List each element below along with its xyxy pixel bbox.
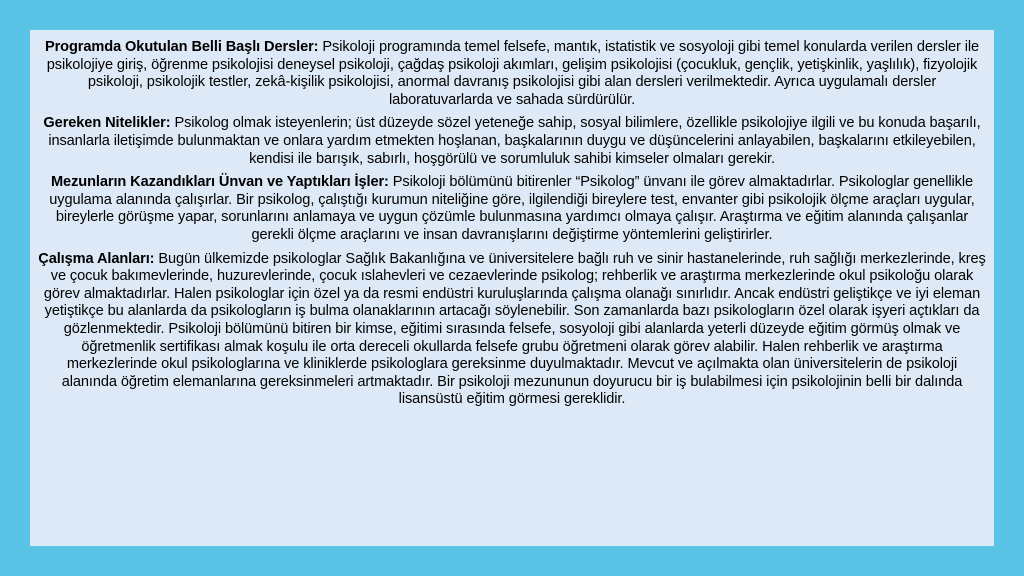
section-heading: Programda Okutulan Belli Başlı Dersler: — [44, 39, 319, 55]
content-panel — [30, 30, 994, 546]
section-titles-and-jobs — [38, 174, 986, 244]
section-body: Bugün ülkemizde psikologlar Sağlık Bakanlığına ve üniversitelere bağlı ruh ve sinir hastanelerinde, ruh sağlığı merkezlerinde, kreş ve çocuk bakımevlerinde, huzurevlerinde, çocuk ıslahevleri ve cezaevlerinde psikolog; rehberlik ve araştırma merkezlerinde okul psikoloğu olarak görev almaktadırlar. Halen psikologlar için özel ya da resmi endüstri kuruluşlarında çalışma olanağı sınırlıdır. Ancak endüstri geliştikçe ve iyi eleman yetiştikçe bu alanlarda da psikologların iş bulma olanaklarının artacağı söylenebilir. Son zamanlarda bazı psikologların özel olarak işyeri açtıkları da gözlenmektedir. Psikoloji bölümünü bitiren bir kimse, eğitimi sırasında felsefe, sosyoloji gibi alanlarda yeterli düzeyde eğitim görmüş olmak ve öğretmenlik sertifikası almak koşulu ile orta dereceli okullarda felsefe grubu öğretmeni olarak görev alabilir. Halen rehberlik ve araştırma merkezlerinde okul psikologlarına ve kliniklerde psikologlara gereksinme duyulmaktadır. Mevcut ve açılmakta olan üniversitelerin de psikoloji alanında öğretim elemanlarına gereksinmeleri artmaktadır. Bir psikoloji mezununun doyurucu bir iş bulabilmesi için psikolojinin belli bir dalında lisansüstü eğitim görmesi gereklidir. — [43, 250, 986, 408]
section-qualifications — [38, 115, 986, 168]
section-body: Psikoloji bölümünü bitirenler “Psikolog” ünvanı ile görev almaktadırlar. Psikologlar genellikle uygulama alanında çalışırlar. Bir psikolog, çalıştığı kurumun niteliğine göre, ilgilendiği bireylere test, envanter gibi psikolojik ölçme araçları uygular, bireylerle görüşme yapar, sorunlarını anlamaya ve uygun çözümle bulunmasına yardımcı olmaya çalışır. Araştırma ve eğitim alanında çalışanlar gerekli ölçme araçlarını ve insan davranışlarını değiştirme yöntemlerini geliştirirler. — [49, 174, 975, 243]
section-body: Psikolog olmak isteyenlerin; üst düzeyde sözel yeteneğe sahip, sosyal bilimlere, özellikle psikolojiye ilgili ve bu konuda başarılı, insanlarla iletişimde bulunmaktan ve onlara yardım etmekten hoşlanan, başkalarının duygu ve düşüncelerini anlayabilen, başkalarını etkileyebilen, kendisi ile barışık, sabırlı, hoşgörülü ve sorumluluk sahibi kimseler olmaları gerekir. — [48, 115, 981, 167]
section-work-areas — [38, 251, 986, 409]
section-courses — [38, 39, 986, 109]
section-heading: Mezunların Kazandıkları Ünvan ve Yaptıkları İşler: — [51, 174, 389, 191]
section-heading: Gereken Nitelikler: — [43, 115, 171, 132]
section-heading: Çalışma Alanları: — [38, 250, 155, 267]
section-body: Psikoloji programında temel felsefe, mantık, istatistik ve sosyoloji gibi temel konularda verilen dersler ile psikolojiye giriş, öğrenme psikolojisi deneysel psikoloji, çağdaş psikoloji akımları, gelişim psikolojisi (çocukluk, gençlik, yetişkinlik, yaşlılık), fizyolojik psikoloji, psikolojik testler, zekâ-kişilik psikolojisi, anormal davranış psikolojisi gibi alan dersleri verilmektedir. Ayrıca uygulamalı dersler laboratuvarlarda ve sahada sürdürülür. — [46, 39, 980, 108]
